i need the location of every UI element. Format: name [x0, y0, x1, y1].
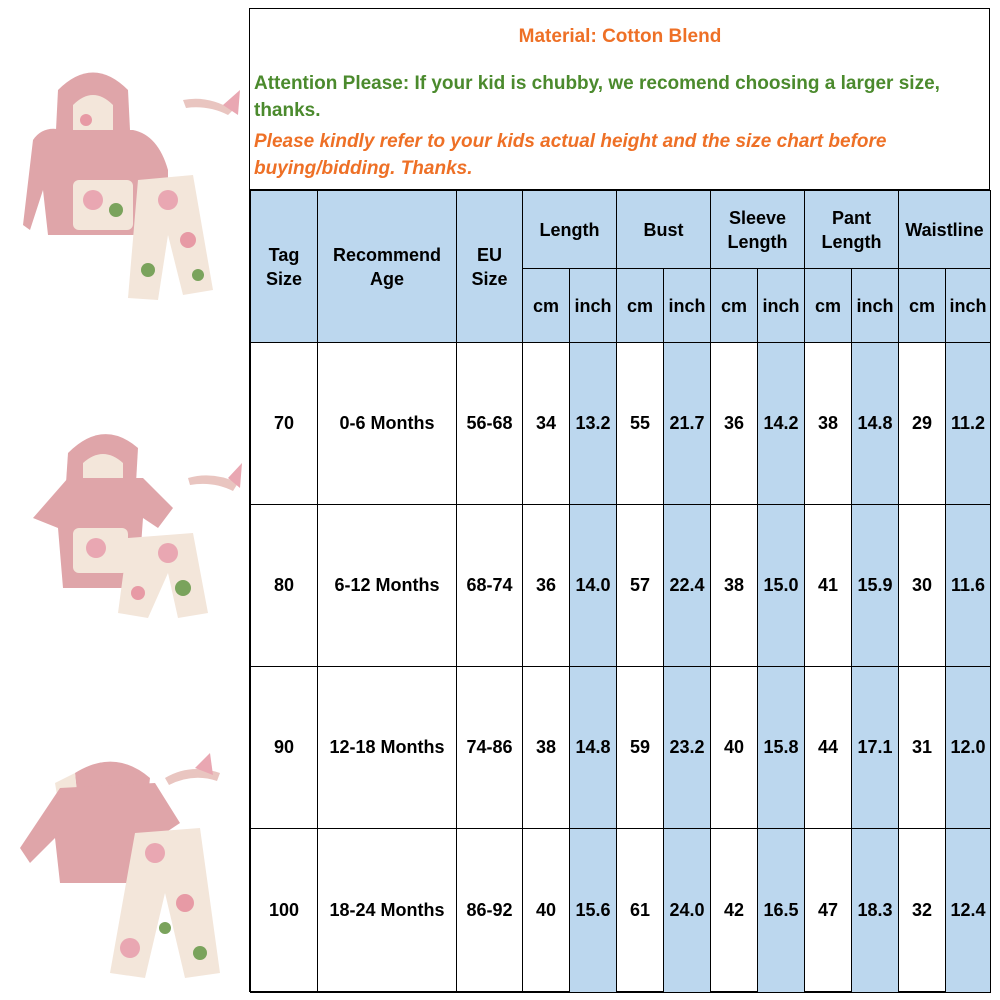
- table-row: [251, 505, 991, 667]
- table-row: [251, 343, 991, 505]
- pant-inch-cell: 15.9: [852, 505, 899, 667]
- pant-cm-cell: 44: [805, 667, 852, 829]
- tag-size-cell: 80: [251, 505, 318, 667]
- waist-cm-cell: 32: [899, 829, 946, 993]
- size-chart-table: [250, 190, 991, 993]
- header-sleeve-length: Sleeve Length: [711, 191, 805, 269]
- header-bust-inch: inch: [664, 269, 711, 343]
- pant-inch-cell: 18.3: [852, 829, 899, 993]
- age-cell: 0-6 Months: [318, 343, 457, 505]
- age-cell: 12-18 Months: [318, 667, 457, 829]
- header-length-inch: inch: [570, 269, 617, 343]
- header-sleeve-inch: inch: [758, 269, 805, 343]
- waist-inch-cell: 11.2: [946, 343, 991, 505]
- header-eu-size: EU Size: [457, 191, 523, 343]
- header-length: Length: [523, 191, 617, 269]
- length-inch-cell: 13.2: [570, 343, 617, 505]
- age-cell: 6-12 Months: [318, 505, 457, 667]
- header-waistline: Waistline: [899, 191, 991, 269]
- waist-cm-cell: 31: [899, 667, 946, 829]
- length-cm-cell: 34: [523, 343, 570, 505]
- tag-size-cell: 70: [251, 343, 318, 505]
- pant-cm-cell: 41: [805, 505, 852, 667]
- product-photo-flat: [15, 753, 245, 988]
- bust-inch-cell: 21.7: [664, 343, 711, 505]
- sleeve-inch-cell: 14.2: [758, 343, 805, 505]
- sleeve-cm-cell: 38: [711, 505, 758, 667]
- bust-cm-cell: 59: [617, 667, 664, 829]
- pant-inch-cell: 17.1: [852, 667, 899, 829]
- refer-note: Please kindly refer to your kids actual height and the size chart before buying/bidding. Thanks.: [254, 131, 887, 179]
- age-cell: 18-24 Months: [318, 829, 457, 993]
- header-length-cm: cm: [523, 269, 570, 343]
- waist-cm-cell: 30: [899, 505, 946, 667]
- bust-cm-cell: 61: [617, 829, 664, 993]
- header-bust-cm: cm: [617, 269, 664, 343]
- table-row: [251, 667, 991, 829]
- header-sleeve-cm: cm: [711, 269, 758, 343]
- pant-cm-cell: 38: [805, 343, 852, 505]
- attention-note: Attention Please: If your kid is chubby, we recomend choosing a larger size, thanks.: [254, 73, 940, 121]
- tag-size-cell: 90: [251, 667, 318, 829]
- eu-size-cell: 56-68: [457, 343, 523, 505]
- tag-size-cell: 100: [251, 829, 318, 993]
- product-photo-front: [18, 60, 243, 320]
- eu-size-cell: 86-92: [457, 829, 523, 993]
- header-tag-size: Tag Size: [251, 191, 318, 343]
- sleeve-inch-cell: 15.8: [758, 667, 805, 829]
- bust-inch-cell: 24.0: [664, 829, 711, 993]
- length-cm-cell: 36: [523, 505, 570, 667]
- sleeve-cm-cell: 36: [711, 343, 758, 505]
- header-bust: Bust: [617, 191, 711, 269]
- bust-cm-cell: 55: [617, 343, 664, 505]
- header-pant-inch: inch: [852, 269, 899, 343]
- material-note: Material: Cotton Blend: [518, 26, 722, 47]
- sleeve-inch-cell: 15.0: [758, 505, 805, 667]
- header-pant-length: Pant Length: [805, 191, 899, 269]
- waist-inch-cell: 11.6: [946, 505, 991, 667]
- length-cm-cell: 40: [523, 829, 570, 993]
- header-waist-inch: inch: [946, 269, 991, 343]
- sleeve-inch-cell: 16.5: [758, 829, 805, 993]
- length-inch-cell: 14.8: [570, 667, 617, 829]
- eu-size-cell: 68-74: [457, 505, 523, 667]
- bust-cm-cell: 57: [617, 505, 664, 667]
- waist-cm-cell: 29: [899, 343, 946, 505]
- product-photo-side: [18, 423, 243, 623]
- waist-inch-cell: 12.0: [946, 667, 991, 829]
- header-waist-cm: cm: [899, 269, 946, 343]
- length-inch-cell: 14.0: [570, 505, 617, 667]
- sleeve-cm-cell: 40: [711, 667, 758, 829]
- product-photo-column: [10, 8, 250, 992]
- length-cm-cell: 38: [523, 667, 570, 829]
- bust-inch-cell: 22.4: [664, 505, 711, 667]
- header-pant-cm: cm: [805, 269, 852, 343]
- eu-size-cell: 74-86: [457, 667, 523, 829]
- bust-inch-cell: 23.2: [664, 667, 711, 829]
- info-header: [250, 8, 990, 190]
- pant-cm-cell: 47: [805, 829, 852, 993]
- length-inch-cell: 15.6: [570, 829, 617, 993]
- sleeve-cm-cell: 42: [711, 829, 758, 993]
- pant-inch-cell: 14.8: [852, 343, 899, 505]
- header-recommend-age: Recommend Age: [318, 191, 457, 343]
- waist-inch-cell: 12.4: [946, 829, 991, 993]
- table-row: [251, 829, 991, 993]
